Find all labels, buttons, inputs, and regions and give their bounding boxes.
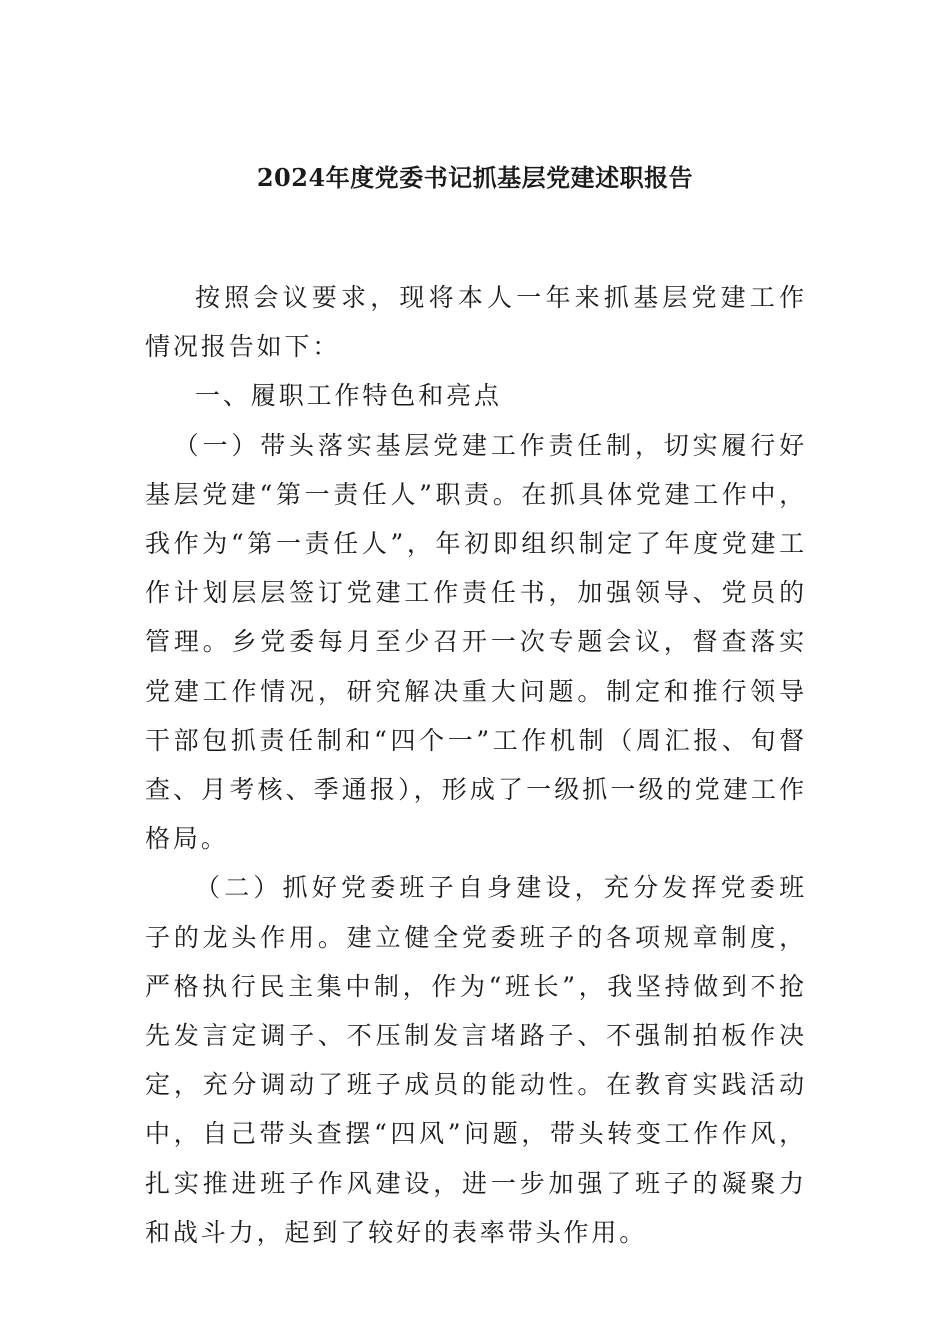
body-paragraph: （一）带头落实基层党建工作责任制，切实履行好基层党建“第一责任人”职责。在抓具体党建工作中，我作为“第一责任人”，年初即组织制定了年度党建工作计划层层签订党建工作责任书，加强领导、党员的管理。乡党委每月至少召开一次专题会议，督查落实党建工作情况，研究解决重大问题。制定和推行领导干部包抓责任制和“四个一”工作机制（周汇报、旬督查、月考核、季通报），形成了一级抓一级的党建工作格局。 [145,430,807,854]
document-body [145,273,807,1257]
intro-paragraph: 按照会议要求，现将本人一年来抓基层党建工作情况报告如下： [145,283,807,362]
section-heading: 一、履职工作特色和亮点 [195,381,502,411]
document-title: 2024年度党委书记抓基层党建述职报告 [256,163,694,192]
body-paragraph: （二）抓好党委班子自身建设，充分发挥党委班子的龙头作用。建立健全党委班子的各项规章制度，严格执行民主集中制，作为“班长”，我坚持做到不抢先发言定调子、不压制发言堵路子、不强制拍板作决定，充分调动了班子成员的能动性。在教育实践活动中，自己带头查摆“四风”问题，带头转变工作作风，扎实推进班子作风建设，进一步加强了班子的凝聚力和战斗力，起到了较好的表率带头作用。 [145,873,807,1247]
